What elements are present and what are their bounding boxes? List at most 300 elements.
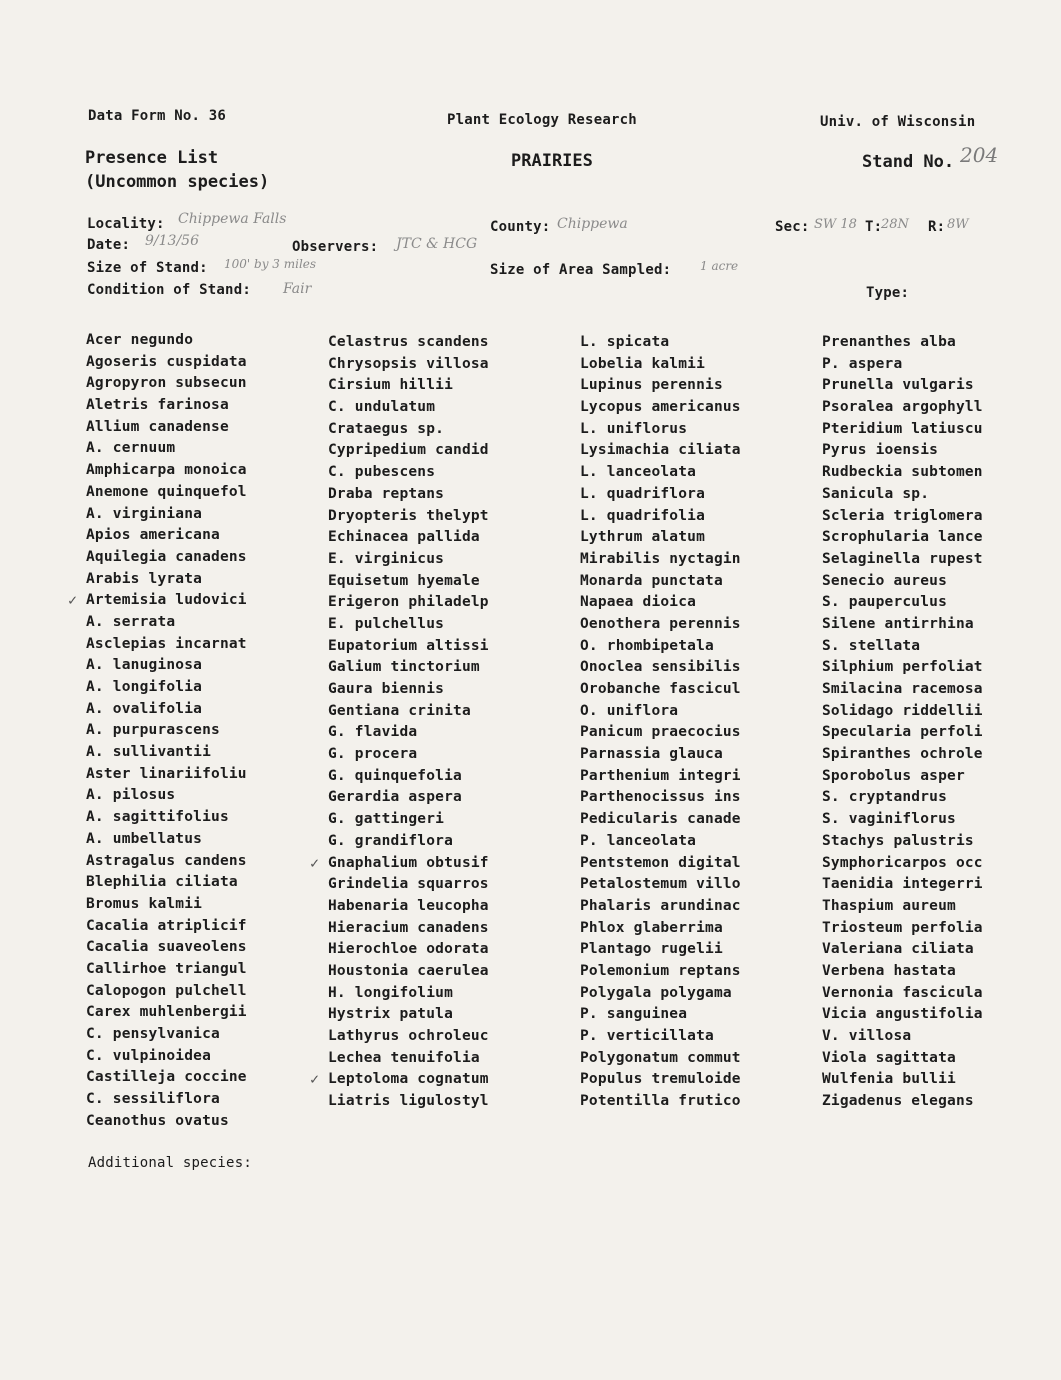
species-entry	[822, 939, 983, 961]
species-name: Eupatorium altissi	[328, 637, 489, 654]
species-name: Senecio aureus	[822, 572, 948, 589]
species-name: Wulfenia bullii	[822, 1071, 956, 1088]
species-name: V. villosa	[822, 1028, 912, 1044]
species-entry	[328, 766, 489, 788]
species-name: Mirabilis nyctagin	[580, 550, 741, 567]
check-mark-icon: ✓	[310, 1070, 320, 1089]
species-name: Lysimachia ciliata	[580, 442, 741, 459]
species-entry	[580, 332, 741, 354]
species-entry	[86, 504, 247, 526]
species-entry	[328, 440, 489, 462]
species-name: Hierochloe odorata	[328, 941, 489, 958]
species-name: Petalostemum villo	[580, 876, 741, 893]
species-name: S. stellata	[822, 637, 921, 654]
species-name: Astragalus candens	[86, 852, 247, 869]
species-entry	[328, 874, 489, 896]
species-name: G. grandiflora	[328, 832, 454, 849]
species-entry	[86, 634, 247, 656]
species-name: Bromus kalmii	[86, 895, 203, 912]
species-entry	[328, 571, 489, 593]
species-entry	[328, 549, 489, 571]
species-name: Silphium perfoliat	[822, 659, 983, 676]
species-entry	[328, 592, 489, 614]
species-name: G. procera	[328, 746, 418, 763]
t-label: T:	[865, 219, 883, 235]
species-entry	[328, 506, 489, 528]
species-entry	[86, 330, 247, 352]
species-entry	[822, 744, 983, 766]
species-entry	[86, 352, 247, 374]
species-entry	[822, 636, 983, 658]
species-entry	[822, 462, 983, 484]
species-name: Stachys palustris	[822, 832, 974, 849]
species-name: A. cernuum	[86, 440, 176, 457]
species-entry	[86, 937, 247, 959]
species-entry	[86, 417, 247, 439]
species-name: Aletris farinosa	[86, 397, 229, 414]
species-entry	[822, 354, 983, 376]
species-name: A. umbellatus	[86, 830, 203, 847]
species-name: O. rhombipetala	[580, 637, 714, 654]
species-entry	[86, 959, 247, 981]
size-area-label: Size of Area Sampled:	[490, 262, 672, 278]
species-name: Lathyrus ochroleuc	[328, 1028, 489, 1044]
species-entry	[328, 701, 489, 723]
species-entry	[328, 354, 489, 376]
species-entry	[822, 701, 983, 723]
species-entry	[822, 1069, 983, 1091]
species-name: Specularia perfoli	[822, 724, 983, 741]
species-entry	[86, 785, 247, 807]
species-name: Scrophularia lance	[822, 529, 983, 546]
species-entry	[86, 612, 247, 634]
community-title: PRAIRIES	[511, 151, 593, 171]
species-entry	[822, 983, 983, 1005]
species-entry	[86, 373, 247, 395]
species-name: Allium canadense	[86, 418, 229, 435]
species-entry	[580, 809, 741, 831]
species-name: Prunella vulgaris	[822, 377, 974, 394]
species-name: G. quinquefolia	[328, 767, 462, 784]
species-name: G. flavida	[328, 724, 418, 741]
university: Univ. of Wisconsin	[820, 114, 976, 130]
species-name: Thaspium aureum	[822, 897, 956, 914]
species-name: Cacalia atriplicif	[86, 917, 247, 934]
species-entry	[822, 571, 983, 593]
county-value: Chippewa	[557, 216, 628, 232]
species-entry	[86, 872, 247, 894]
species-name: Chrysopsis villosa	[328, 355, 489, 372]
species-entry	[86, 851, 247, 873]
locality-value: Chippewa Falls	[178, 211, 287, 227]
form-number: Data Form No. 36	[88, 108, 227, 124]
species-entry	[86, 569, 247, 591]
species-entry	[328, 744, 489, 766]
species-entry	[86, 764, 247, 786]
species-entry	[822, 831, 983, 853]
species-entry	[580, 939, 741, 961]
species-entry	[328, 397, 489, 419]
species-entry	[822, 1004, 983, 1026]
size-of-stand-label: Size of Stand:	[87, 260, 208, 276]
species-entry	[580, 506, 741, 528]
species-name: A. lanuginosa	[86, 657, 203, 674]
species-name: E. pulchellus	[328, 615, 445, 632]
species-entry	[86, 829, 247, 851]
species-entry	[580, 722, 741, 744]
species-entry	[328, 983, 489, 1005]
species-name: C. undulatum	[328, 399, 436, 416]
species-name: A. purpurascens	[86, 722, 220, 739]
species-name: O. uniflora	[580, 702, 679, 719]
species-name: Selaginella rupest	[822, 550, 983, 567]
species-name: Scleria triglomera	[822, 507, 983, 524]
r-label: R:	[928, 219, 946, 235]
species-entry	[86, 894, 247, 916]
species-entry	[580, 896, 741, 918]
observers-value: JTC & HCG	[396, 236, 478, 252]
species-name: Artemisia ludovici	[86, 592, 247, 609]
species-name: C. pensylvanica	[86, 1026, 220, 1042]
species-entry	[822, 440, 983, 462]
species-column-1	[68, 330, 247, 1132]
species-name: Liatris ligulostyl	[328, 1093, 489, 1110]
species-entry	[822, 657, 983, 679]
species-name: Asclepias incarnat	[86, 635, 247, 652]
species-name: Verbena hastata	[822, 962, 956, 979]
species-name: Grindelia squarros	[328, 876, 489, 893]
species-entry	[822, 961, 983, 983]
species-entry	[822, 549, 983, 571]
species-entry	[580, 549, 741, 571]
species-name: Cacalia suaveolens	[86, 939, 247, 956]
species-name: Leptoloma cognatum	[328, 1071, 489, 1088]
species-name: E. virginicus	[328, 550, 445, 567]
species-name: C. pubescens	[328, 464, 436, 481]
species-name: Blephilia ciliata	[86, 874, 238, 891]
species-name: Solidago riddellii	[822, 702, 983, 719]
species-name: Cypripedium candid	[328, 442, 489, 459]
locality-label: Locality:	[87, 216, 165, 232]
species-name: Panicum praecocius	[580, 724, 741, 741]
species-entry	[580, 1048, 741, 1070]
species-entry	[822, 592, 983, 614]
species-entry	[580, 1026, 741, 1048]
species-name: Gentiana crinita	[328, 702, 471, 719]
species-entry	[68, 590, 247, 612]
species-entry	[580, 853, 741, 875]
species-name: Vicia angustifolia	[822, 1006, 983, 1023]
species-entry	[328, 1091, 489, 1113]
species-name: A. sagittifolius	[86, 809, 229, 826]
species-name: Populus tremuloide	[580, 1071, 741, 1088]
species-name: P. lanceolata	[580, 832, 697, 849]
species-entry	[86, 460, 247, 482]
species-name: Napaea dioica	[580, 594, 697, 611]
species-entry	[822, 874, 983, 896]
date-value: 9/13/56	[145, 233, 199, 249]
species-name: Gerardia aspera	[328, 789, 462, 806]
species-entry	[328, 939, 489, 961]
species-entry	[328, 787, 489, 809]
species-entry	[310, 1069, 489, 1091]
species-entry	[580, 657, 741, 679]
check-mark-icon: ✓	[310, 853, 320, 872]
species-entry	[822, 614, 983, 636]
species-entry	[328, 961, 489, 983]
species-name: L. quadriflora	[580, 485, 706, 502]
r-value: 8W	[947, 217, 969, 232]
species-name: L. quadrifolia	[580, 507, 706, 524]
species-name: Agoseris cuspidata	[86, 353, 247, 370]
species-entry	[328, 1026, 489, 1048]
species-name: Draba reptans	[328, 485, 445, 502]
species-name: Polemonium reptans	[580, 962, 741, 979]
species-entry	[328, 831, 489, 853]
species-entry	[822, 918, 983, 940]
species-entry	[328, 614, 489, 636]
species-column-3	[580, 332, 741, 1113]
species-name: Hieracium canadens	[328, 919, 489, 936]
species-name: Smilacina racemosa	[822, 681, 983, 697]
species-entry	[580, 484, 741, 506]
species-entry	[580, 874, 741, 896]
species-name: Valeriana ciliata	[822, 941, 974, 958]
species-name: Triosteum perfolia	[822, 919, 983, 936]
size-of-stand-value: 100' by 3 miles	[224, 257, 317, 271]
species-entry	[86, 1089, 247, 1111]
species-name: Ceanothus ovatus	[86, 1112, 229, 1129]
species-entry	[86, 1111, 247, 1133]
species-name: Echinacea pallida	[328, 529, 480, 546]
species-name: Pyrus ioensis	[822, 442, 939, 459]
species-name: Galium tinctorium	[328, 659, 480, 676]
species-entry	[580, 636, 741, 658]
species-entry	[822, 397, 983, 419]
species-entry	[86, 699, 247, 721]
species-entry	[580, 354, 741, 376]
stand-label: Stand No.	[862, 152, 955, 172]
species-name: Hystrix patula	[328, 1006, 454, 1023]
species-name: C. sessiliflora	[86, 1091, 220, 1108]
additional-species-label: Additional species:	[88, 1155, 252, 1171]
species-name: Castilleja coccine	[86, 1069, 247, 1086]
species-entry	[822, 375, 983, 397]
species-name: Anemone quinquefol	[86, 483, 247, 500]
species-name: Acer negundo	[86, 332, 194, 348]
species-entry	[580, 397, 741, 419]
type-label: Type:	[866, 285, 910, 301]
species-name: Zigadenus elegans	[822, 1093, 974, 1110]
species-name: Parthenium integri	[580, 767, 741, 784]
species-entry	[328, 918, 489, 940]
list-title: Presence List	[85, 148, 219, 168]
species-entry	[328, 1004, 489, 1026]
species-entry	[328, 636, 489, 658]
species-entry	[580, 571, 741, 593]
species-name: S. pauperculus	[822, 594, 948, 611]
condition-value: Fair	[283, 281, 312, 297]
check-mark-icon: ✓	[68, 591, 78, 610]
species-entry	[86, 482, 247, 504]
species-name: Taenidia integerri	[822, 876, 983, 893]
species-entry	[580, 961, 741, 983]
species-name: Orobanche fascicul	[580, 681, 741, 697]
species-name: Onoclea sensibilis	[580, 659, 741, 676]
species-entry	[580, 1069, 741, 1091]
species-entry	[86, 1024, 247, 1046]
stand-number: 204	[960, 143, 999, 167]
condition-label: Condition of Stand:	[87, 282, 251, 298]
species-name: Phlox glaberrima	[580, 919, 723, 936]
species-entry	[328, 375, 489, 397]
species-entry	[580, 918, 741, 940]
species-entry	[580, 701, 741, 723]
species-name: G. gattingeri	[328, 811, 445, 828]
species-name: Erigeron philadelp	[328, 594, 489, 611]
species-entry	[822, 853, 983, 875]
species-name: Celastrus scandens	[328, 334, 489, 350]
species-name: Lupinus perennis	[580, 377, 723, 394]
species-name: Habenaria leucopha	[328, 897, 489, 914]
species-entry	[822, 332, 983, 354]
species-entry	[822, 1026, 983, 1048]
species-name: Lycopus americanus	[580, 399, 741, 416]
species-name: A. sullivantii	[86, 744, 212, 761]
species-entry	[822, 506, 983, 528]
species-entry	[328, 527, 489, 549]
species-entry	[86, 742, 247, 764]
species-name: Arabis lyrata	[86, 570, 203, 587]
species-entry	[328, 484, 489, 506]
species-name: Potentilla frutico	[580, 1093, 741, 1110]
species-name: A. serrata	[86, 613, 176, 630]
species-name: Monarda punctata	[580, 572, 723, 589]
species-name: P. aspera	[822, 355, 903, 372]
species-entry	[328, 1048, 489, 1070]
species-entry	[86, 525, 247, 547]
species-name: Vernonia fascicula	[822, 984, 983, 1001]
species-entry	[86, 1067, 247, 1089]
species-entry	[86, 677, 247, 699]
species-entry	[310, 853, 489, 875]
species-entry	[328, 809, 489, 831]
species-entry	[580, 527, 741, 549]
species-entry	[86, 1046, 247, 1068]
species-entry	[822, 679, 983, 701]
species-name: Agropyron subsecun	[86, 375, 247, 392]
species-entry	[86, 807, 247, 829]
species-name: Carex muhlenbergii	[86, 1004, 247, 1021]
species-entry	[86, 547, 247, 569]
species-entry	[580, 1091, 741, 1113]
species-entry	[328, 657, 489, 679]
species-name: A. pilosus	[86, 787, 176, 804]
list-subtitle: (Uncommon species)	[85, 172, 270, 192]
species-entry	[580, 462, 741, 484]
species-entry	[86, 395, 247, 417]
species-entry	[86, 655, 247, 677]
sec-value: SW 18	[814, 217, 857, 232]
species-entry	[822, 787, 983, 809]
species-entry	[822, 1091, 983, 1113]
species-name: Silene antirrhina	[822, 615, 974, 632]
species-name: Parnassia glauca	[580, 746, 723, 763]
species-entry	[580, 983, 741, 1005]
species-name: P. sanguinea	[580, 1006, 688, 1023]
species-entry	[822, 484, 983, 506]
species-name: Calopogon pulchell	[86, 982, 247, 999]
species-name: Amphicarpa monoica	[86, 462, 247, 479]
species-entry	[822, 809, 983, 831]
observers-label: Observers:	[292, 239, 379, 255]
organization: Plant Ecology Research	[447, 112, 637, 128]
species-name: L. spicata	[580, 334, 670, 350]
species-name: Psoralea argophyll	[822, 399, 983, 416]
species-entry	[822, 1048, 983, 1070]
species-name: Aster linariifoliu	[86, 765, 247, 782]
species-name: Equisetum hyemale	[328, 572, 480, 589]
species-name: Callirhoe triangul	[86, 960, 247, 977]
species-entry	[822, 766, 983, 788]
county-label: County:	[490, 219, 551, 235]
species-column-4	[822, 332, 983, 1113]
species-name: S. vaginiflorus	[822, 811, 956, 828]
species-name: Apios americana	[86, 527, 220, 544]
species-entry	[328, 679, 489, 701]
species-entry	[822, 527, 983, 549]
species-entry	[328, 722, 489, 744]
species-entry	[328, 896, 489, 918]
species-name: Parthenocissus ins	[580, 789, 741, 806]
species-entry	[580, 679, 741, 701]
species-name: A. longifolia	[86, 679, 203, 695]
species-name: Viola sagittata	[822, 1049, 956, 1066]
species-name: A. ovalifolia	[86, 700, 203, 717]
species-name: Prenanthes alba	[822, 334, 956, 350]
t-value: 28N	[881, 217, 909, 232]
species-entry	[580, 787, 741, 809]
species-entry	[580, 744, 741, 766]
species-name: Pteridium latiuscu	[822, 420, 983, 437]
species-name: Phalaris arundinac	[580, 897, 741, 914]
species-entry	[328, 462, 489, 484]
species-name: Sporobolus asper	[822, 767, 965, 784]
species-entry	[822, 896, 983, 918]
date-label: Date:	[87, 237, 131, 253]
species-name: H. longifolium	[328, 984, 454, 1001]
species-name: P. verticillata	[580, 1028, 714, 1044]
species-name: Cirsium hillii	[328, 377, 454, 394]
species-entry	[580, 592, 741, 614]
species-entry	[580, 440, 741, 462]
species-name: Rudbeckia subtomen	[822, 464, 983, 481]
species-entry	[86, 720, 247, 742]
species-name: Gnaphalium obtusif	[328, 854, 489, 871]
species-name: Sanicula sp.	[822, 485, 930, 502]
species-entry	[86, 916, 247, 938]
species-entry	[86, 1002, 247, 1024]
species-entry	[580, 766, 741, 788]
species-entry	[580, 614, 741, 636]
size-area-value: 1 acre	[700, 259, 739, 273]
species-name: Lobelia kalmii	[580, 355, 706, 372]
species-name: Symphoricarpos occ	[822, 854, 983, 871]
species-entry	[86, 438, 247, 460]
species-name: Houstonia caerulea	[328, 962, 489, 979]
species-name: Crataegus sp.	[328, 420, 445, 437]
species-name: Gaura biennis	[328, 681, 445, 697]
